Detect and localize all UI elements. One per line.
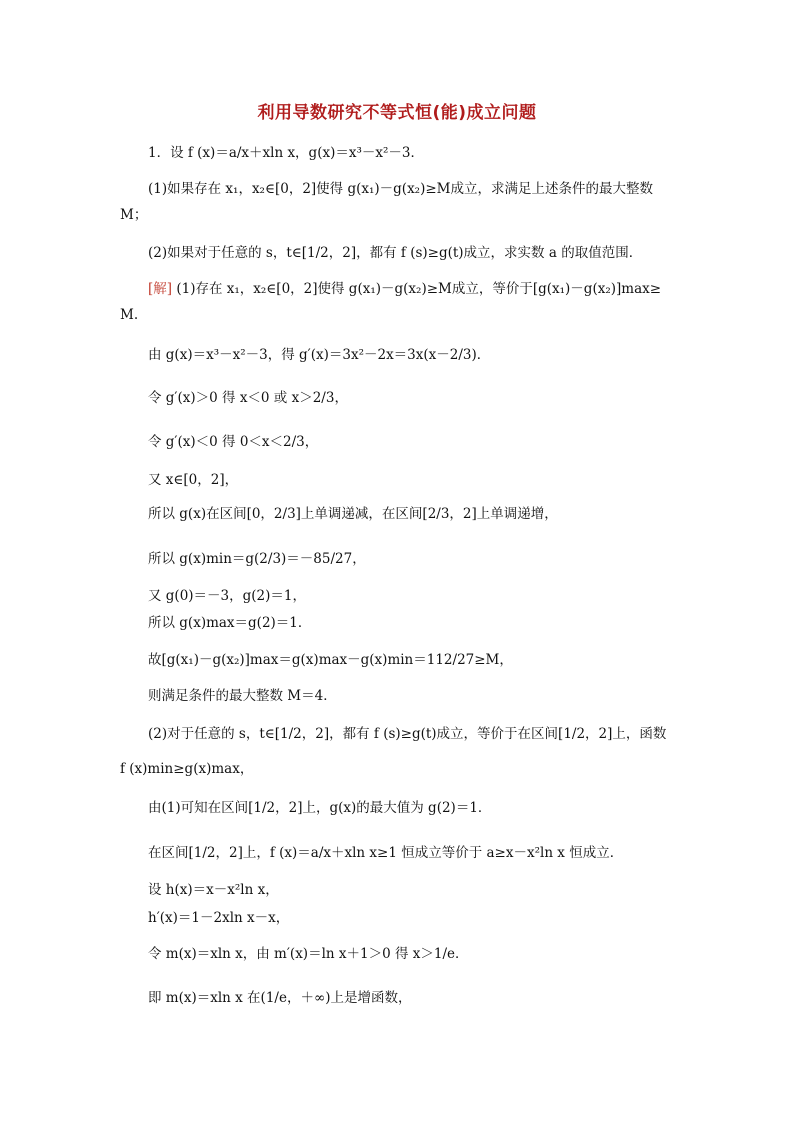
page-title: 利用导数研究不等式恒(能)成立问题 — [257, 103, 537, 123]
question-1-part2: (2)如果对于任意的 s，t∈[1/2，2]，都有 f (s)≥g(t)成立，求实数 a 的取值范围． — [148, 245, 643, 261]
solution-line-13: 由(1)可知在区间[1/2，2]上，g(x)的最大值为 g(2)＝1． — [148, 800, 492, 816]
solution-line-1b: M. — [120, 307, 139, 323]
solution-line-15: 设 h(x)＝x－x²ln x， — [148, 882, 279, 898]
solution-tag: [解] — [148, 281, 173, 297]
question-1-text: 1．设 f (x)＝a/x＋xln x，g(x)＝x³－x²－3． — [148, 145, 424, 161]
solution-line-14: 在区间[1/2，2]上，f (x)＝a/x＋xln x≥1 恒成立等价于 a≥x－x²ln x 恒成立． — [148, 845, 624, 861]
solution-line-7: 所以 g(x)min＝g(2/3)＝－85/27， — [148, 551, 366, 567]
solution-line-12: (2)对于任意的 s，t∈[1/2，2]，都有 f (s)≥g(t)成立，等价于在区间[1/2，2]上，函数 — [148, 726, 667, 742]
solution-line-6: 所以 g(x)在区间[0，2/3]上单调递减，在区间[2/3，2]上单调递增， — [148, 506, 558, 522]
solution-line-9: 所以 g(x)max＝g(2)＝1． — [148, 615, 312, 631]
solution-part1-text: (1)存在 x₁，x₂∈[0，2]使得 g(x₁)－g(x₂)≥M成立，等价于[g(x₁)－g(x₂)]max≥ — [176, 281, 662, 297]
solution-line-1 — [148, 279, 661, 299]
solution-line-2: 由 g(x)＝x³－x²－3，得 g′(x)＝3x²－2x＝3x(x－2/3)． — [148, 347, 491, 363]
question-1-part1-line2: M； — [120, 207, 148, 223]
solution-line-10: 故[g(x₁)－g(x₂)]max＝g(x)max－g(x)min＝112/27≥M， — [148, 652, 513, 668]
solution-line-17: 令 m(x)＝xln x，由 m′(x)＝ln x＋1＞0 得 x＞1/e． — [148, 946, 469, 962]
solution-line-4: 令 g′(x)＜0 得 0＜x＜2/3， — [148, 434, 319, 450]
solution-line-3: 令 g′(x)＞0 得 x＜0 或 x＞2/3， — [148, 390, 348, 406]
solution-line-12b: f (x)min≥g(x)max， — [120, 761, 254, 777]
solution-line-11: 则满足条件的最大整数 M＝4． — [148, 688, 337, 704]
question-1-part1-line1: (1)如果存在 x₁，x₂∈[0，2]使得 g(x₁)－g(x₂)≥M成立，求满足上述条件的最大整数 — [148, 181, 653, 197]
solution-line-8: 又 g(0)＝－3，g(2)＝1， — [148, 588, 306, 604]
solution-line-16: h′(x)＝1－2xln x－x， — [148, 910, 290, 926]
solution-line-5: 又 x∈[0，2]， — [148, 472, 239, 488]
solution-line-18: 即 m(x)＝xln x 在(1/e，＋∞)上是增函数， — [148, 990, 412, 1006]
